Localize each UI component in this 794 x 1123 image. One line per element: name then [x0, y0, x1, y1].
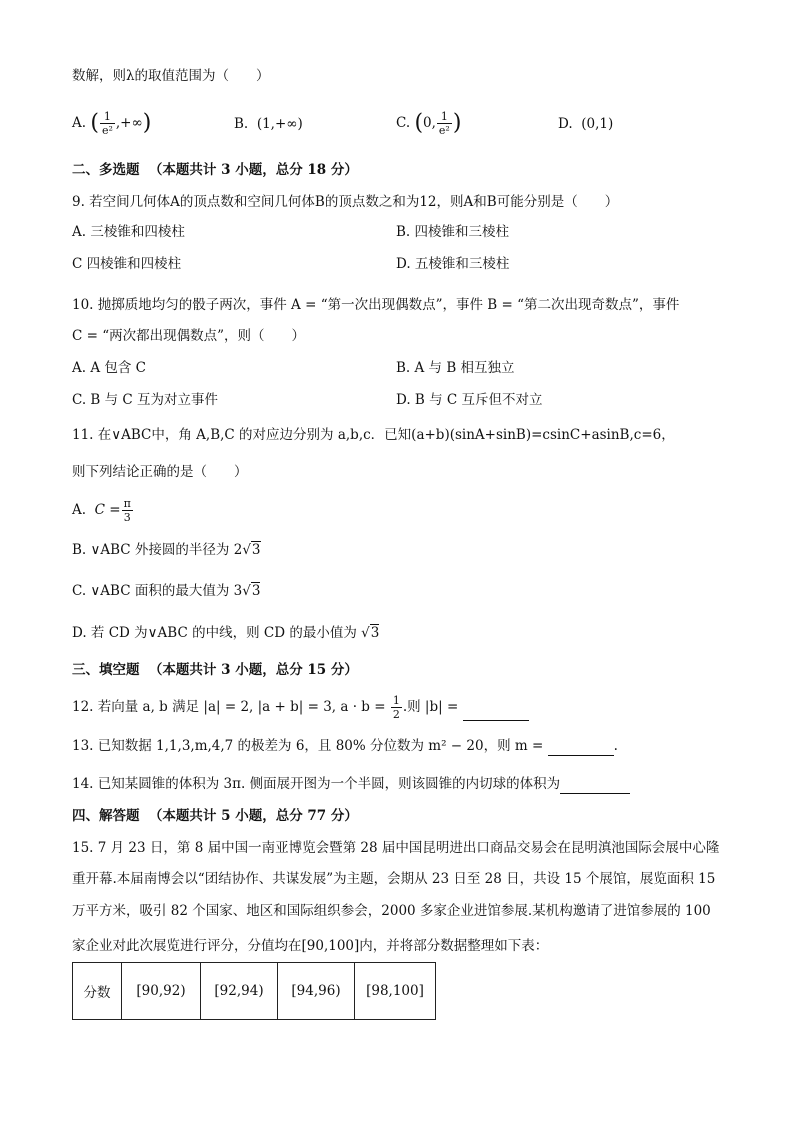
q10-stem-line1: 10. 抛掷质地均匀的骰子两次，事件 A = “第一次出现偶数点”，事件 B = “第二次出现奇数点”，事件 — [72, 297, 680, 313]
q8-option-b: B. (1,+∞) — [234, 116, 303, 132]
q11-option-a: A. C = $\frac{\pi}{3}$ — [72, 497, 131, 524]
q8-option-d: D. (0,1) — [558, 116, 614, 132]
q9-option-d: D. 五棱锥和三棱柱 — [396, 256, 510, 272]
q10-option-a: A. A 包含 C — [72, 360, 146, 376]
table-header-cell: [90,92) — [122, 963, 201, 1020]
option-label: A. — [72, 115, 87, 131]
table-header-cell: 分数 — [73, 963, 122, 1020]
q11-stem-line1: 11. 在∨ABC中，角 A,B,C 的对应边分别为 a,b,c．已知(a+b)(sinA+sinB)=csinC+asinB,c=6， — [72, 427, 675, 443]
q15-line2: 重开幕.本届南博会以“团结协作、共谋发展”为主题，会期从 23 日至 28 日，共设 15 个展馆，展览面积 15 — [72, 871, 716, 887]
answer-blank[interactable] — [463, 706, 529, 721]
q8-stem-tail: 数解，则λ的取值范围为（ ） — [72, 68, 270, 84]
q11-option-c: C. ∨ABC 面积的最大值为 3√3 — [72, 583, 261, 599]
q11-option-d: D. 若 CD 为∨ABC 的中线，则 CD 的最小值为 √3 — [72, 625, 380, 641]
score-table — [72, 962, 436, 1020]
q8-option-a: A. ( $\frac{1}{\text{e²}}$ ,+∞) — [72, 110, 152, 137]
q9-option-a: A. 三棱锥和四棱柱 — [72, 224, 185, 240]
answer-blank[interactable] — [548, 741, 614, 756]
q9-option-b: B. 四棱锥和三棱柱 — [396, 224, 510, 240]
answer-blank[interactable] — [560, 779, 630, 794]
q10-option-d: D. B 与 C 互斥但不对立 — [396, 392, 543, 408]
q8-option-c: C. (0, $\frac{1}{\text{e²}}$ ) — [396, 110, 462, 137]
q9-stem: 9. 若空间几何体A的顶点数和空间几何体B的顶点数之和为12，则A和B可能分别是（ ） — [72, 194, 619, 210]
q10-stem-line2: C = “两次都出现偶数点”，则（ ） — [72, 328, 306, 344]
q10-option-b: B. A 与 B 相互独立 — [396, 360, 515, 376]
q11-stem-line2: 则下列结论正确的是（ ） — [72, 464, 248, 480]
table-header-cell: [98,100] — [355, 963, 436, 1020]
q15-line1: 15. 7 月 23 日，第 8 届中国一南亚博览会暨第 28 届中国昆明进出口商品交易会在昆明滇池国际会展中心隆 — [72, 840, 720, 856]
q15-line4: 家企业对此次展览进行评分，分值均在[90,100]内，并将部分数据整理如下表： — [72, 938, 549, 954]
q14-stem: 14. 已知某圆锥的体积为 3π. 侧面展开图为一个半圆，则该圆锥的内切球的体积为 — [72, 774, 630, 794]
table-header-cell: [94,96) — [278, 963, 355, 1020]
q15-line3: 万平方米，吸引 82 个国家、地区和国际组织参会，2000 多家企业进馆参展.某机构邀请了进馆参展的 100 — [72, 903, 711, 919]
section-title-multi-choice: 二、多选题 （本题共计 3 小题，总分 18 分） — [72, 162, 358, 178]
q12-stem: 12. 若向量 a, b 满足 |a| = 2, |a + b| = 3, a · b = $\frac{1}{2}$ .则 |b| = — [72, 694, 529, 721]
q13-stem: 13. 已知数据 1,1,3,m,4,7 的极差为 6，且 80% 分位数为 m² − 20，则 m = . — [72, 738, 618, 754]
table-row — [73, 963, 436, 1020]
q11-option-b: B. ∨ABC 外接圆的半径为 2√3 — [72, 542, 261, 558]
section-title-answer: 四、解答题 （本题共计 5 小题，总分 77 分） — [72, 808, 358, 824]
q10-option-c: C. B 与 C 互为对立事件 — [72, 392, 219, 408]
table-header-cell: [92,94) — [201, 963, 278, 1020]
q9-option-c: C 四棱锥和四棱柱 — [72, 256, 182, 272]
section-title-fill-in: 三、填空题 （本题共计 3 小题，总分 15 分） — [72, 662, 358, 678]
